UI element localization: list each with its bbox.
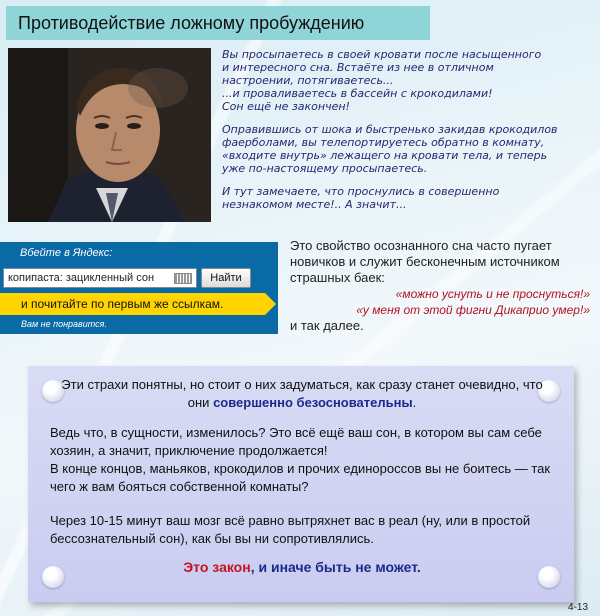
note-paragraph-1 — [50, 376, 554, 412]
search-input[interactable] — [3, 268, 197, 288]
law-rest-text: , и иначе быть не может. — [250, 559, 421, 575]
story-paragraph-3: И тут замечаете, что проснулись в совершенно незнакомом месте!.. А значит... — [222, 185, 500, 211]
note-paragraph-2 — [50, 424, 554, 496]
note-p1-end: . — [412, 395, 417, 410]
note-p1-start: Эти страхи понятны, но стоит о них задуматься, как сразу станет очевидно, что они — [61, 377, 543, 410]
keyboard-icon[interactable] — [174, 273, 192, 284]
note-p1-bold: совершенно безосновательны — [213, 395, 413, 410]
movie-still-photo — [8, 48, 211, 222]
page-number: 4-13 — [567, 602, 588, 613]
law-red-text: Это закон — [183, 559, 251, 575]
page-title: Противодействие ложному пробуждению — [18, 12, 365, 33]
right-outro: и так далее. — [290, 318, 364, 333]
yandex-widget-title: Вбейте в Яндекс: — [20, 247, 113, 259]
search-button[interactable]: Найти — [201, 268, 251, 288]
story-paragraph-2: Оправившись от шока и быстренько закидав крокодилов фаерболами, вы телепортируетесь обратно в комнату, «входите внутрь» лежащего на кровати тела, и теперь уже по-настоящему просыпаетесь. — [222, 123, 558, 175]
story-paragraph-1: Вы просыпаетесь в своей кровати после насыщенного и интересного сна. Встаёте из нее в отличном настроении, потягиваетесь... ...и проваливаетесь в бассейн с крокодилами! Сон ещё не закончен! — [222, 48, 542, 113]
yellow-banner-text: и почитайте по первым же ссылкам. — [21, 297, 224, 311]
note-paragraph-3: Через 10-15 минут ваш мозг всё равно вытряхнет вас в реал (ну, или в простой бессознательный сон), как бы вы ни сопротивлялись. — [50, 513, 531, 546]
yandex-widget-footer: Вам не понравится. — [21, 319, 107, 329]
page-title-bar — [6, 6, 430, 40]
quote-2: «у меня от этой фигни Дикаприо умер!» — [356, 303, 590, 317]
story-text — [222, 48, 594, 221]
portrait-illustration — [8, 48, 211, 222]
right-text-block — [290, 238, 590, 334]
note-law-line — [50, 558, 554, 576]
note-box — [28, 366, 574, 602]
yellow-banner-arrow — [265, 293, 276, 315]
note-p2a: Ведь что, в сущности, изменилось? Это всё ещё ваш сон, в котором вы сам себе хозяин, а значит, приключение продолжается! — [50, 425, 542, 458]
search-input-value: копипаста: зацикленный сон — [8, 272, 155, 284]
note-p2b: В конце концов, маньяков, крокодилов и прочих единороссов вы не боитесь — так чего ж вам бояться собственной комнаты? — [50, 461, 551, 494]
yandex-search-widget — [0, 242, 278, 334]
quote-1: «можно уснуть и не проснуться!» — [395, 287, 590, 301]
right-intro: Это свойство осознанного сна часто пугает новичков и служит бесконечным источником страшных баек: — [290, 238, 560, 285]
